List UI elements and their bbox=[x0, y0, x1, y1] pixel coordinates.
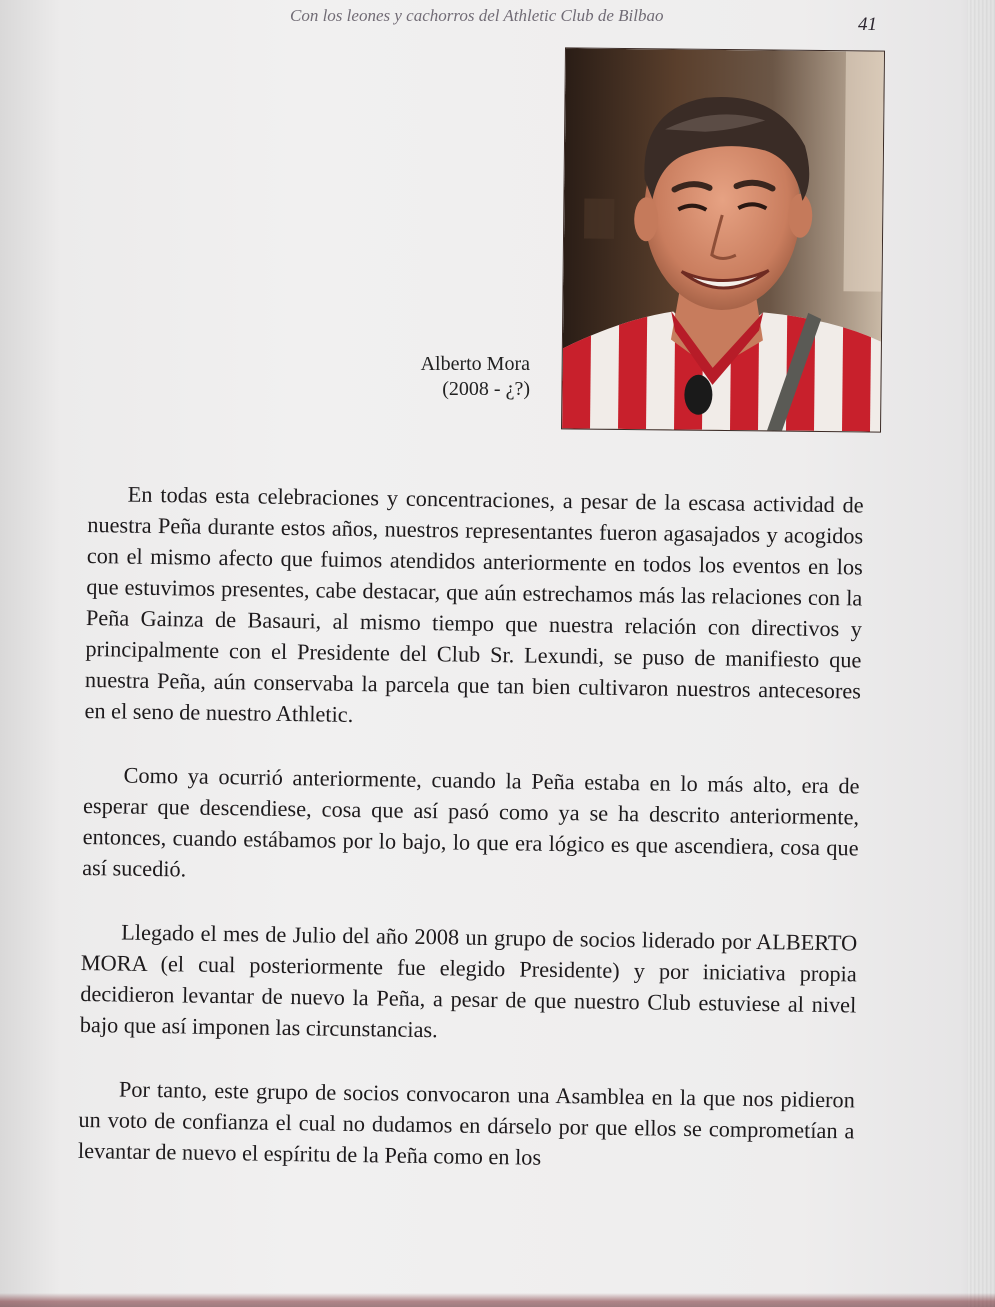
paragraph: En todas esta celebraciones y concentraciones, a pesar de la escasa actividad de nuestra Peña durante estos años, nuestros representantes fueron agasajados y acogidos con el mismo afecto que fuimos atendidos anteriormente en todos los eventos en los que estuvimos presentes, cabe destacar, que aún estrechamos más las relaciones con la Peña Gainza de Basauri, al mismo tiempo que nuestra relación con directivos y principalmente con el Presidente del Club Sr. Lexundi, se puso de manifiesto que nuestra Peña, aún conservaba la parcela que tan bien cultivaron nuestros antecesores en el seno de nuestro Athletic. bbox=[84, 481, 864, 727]
paragraph: Como ya ocurrió anteriormente, cuando la Peña estaba en lo más alto, era de esperar que descendiese, cosa que así pasó como ya se ha descrito anteriormente, entonces, cuando estábamos por lo bajo, lo que era lógico es que ascendiera, cosa que así sucedió. bbox=[82, 762, 860, 882]
caption-years: (2008 - ¿?) bbox=[442, 378, 530, 400]
body-text bbox=[77, 478, 864, 1210]
portrait-photo bbox=[561, 47, 885, 432]
paragraph: Llegado el mes de Julio del año 2008 un grupo de socios liderado por ALBERTO MORA (el cual posteriormente fue elegido Presidente) y por iniciativa propia decidieron levantar de nuevo la Peña, a pesar de que nuestro Club estuviese al nivel bajo que así imponen las circunstancias. bbox=[79, 919, 858, 1043]
paragraph: Por tanto, este grupo de socios convocaron una Asamblea en la que nos pidieron un voto de confianza el cual no dudamos en dárselo por que ellos se comprometían a levantar de nuevo el espíritu de la Peña como en los bbox=[77, 1076, 856, 1170]
photo-caption bbox=[400, 352, 530, 402]
running-header: Con los leones y cachorros del Athletic Club de Bilbao bbox=[290, 6, 664, 25]
page-edge bbox=[967, 0, 995, 1307]
page-bottom-edge bbox=[0, 1293, 995, 1307]
caption-name: Alberto Mora bbox=[420, 353, 530, 375]
page-number: 41 bbox=[858, 14, 877, 35]
